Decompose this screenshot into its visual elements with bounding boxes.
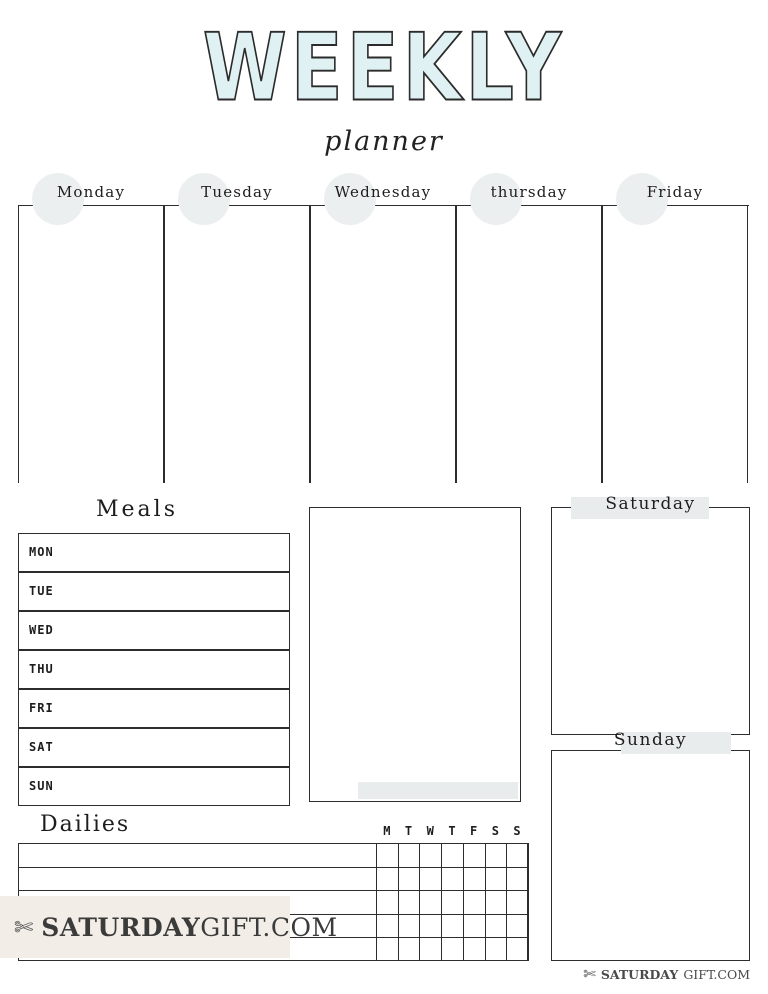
day-column-monday[interactable] (18, 205, 164, 483)
scissors-icon: ✄ (583, 965, 596, 983)
meal-row-label: SAT (29, 740, 54, 755)
meal-row-label: MON (29, 545, 54, 560)
grid-line (463, 843, 464, 961)
sunday-label: Sunday (613, 730, 688, 750)
day-label-thursday: thursday (490, 183, 568, 201)
brand-logo-bold: SATURDAY (41, 912, 201, 942)
meal-row[interactable] (18, 689, 290, 728)
grid-line (441, 843, 442, 961)
day-header: T (404, 824, 413, 838)
footer-credit (583, 967, 750, 982)
day-label-monday: Monday (56, 183, 126, 201)
day-header: M (383, 824, 391, 838)
page-title (0, 13, 768, 157)
day-column-friday[interactable] (602, 205, 748, 483)
day-column-wednesday[interactable] (310, 205, 456, 483)
notes-accent-bar (358, 782, 518, 799)
meal-row-label: SUN (29, 779, 54, 794)
day-column-thursday[interactable] (456, 205, 602, 483)
grid-line (419, 843, 420, 961)
meal-row[interactable] (18, 767, 290, 806)
day-column-tuesday[interactable] (164, 205, 310, 483)
grid-line (528, 843, 529, 961)
dailies-day-headers (376, 824, 528, 840)
meals-table (18, 533, 290, 806)
meals-heading: Meals (96, 497, 178, 522)
grid-line (376, 843, 377, 961)
brand-logo-text (41, 913, 337, 942)
title-main: WEEKLY (202, 13, 566, 122)
meal-row[interactable] (18, 572, 290, 611)
day-label-friday: Friday (646, 183, 704, 201)
meal-row[interactable] (18, 533, 290, 572)
day-header: F (470, 824, 478, 838)
day-label-wednesday: Wednesday (334, 183, 432, 201)
brand-logo-normal: GIFT.COM (200, 912, 338, 942)
grid-line (485, 843, 486, 961)
meal-row[interactable] (18, 650, 290, 689)
day-header: T (448, 824, 456, 838)
day-header: S (513, 824, 521, 838)
meal-row-label: FRI (29, 701, 54, 716)
saturday-label: Saturday (605, 494, 696, 514)
brand-banner (0, 896, 338, 958)
day-label-tuesday: Tuesday (201, 183, 273, 201)
meal-row[interactable] (18, 611, 290, 650)
meal-row-label: THU (29, 662, 54, 677)
saturday-box[interactable] (551, 507, 750, 735)
grid-line (398, 843, 399, 961)
day-header: S (491, 824, 499, 838)
title-subtitle: planner (324, 126, 444, 157)
scissors-icon: ✄ (14, 913, 34, 940)
meal-row-label: TUE (29, 584, 54, 599)
footer-credit-bold: SATURDAY (600, 967, 679, 982)
grid-line (506, 843, 507, 961)
dailies-check-grid[interactable] (376, 843, 528, 961)
sunday-box[interactable] (551, 750, 750, 961)
footer-credit-normal: GIFT.COM (683, 967, 750, 982)
notes-box[interactable] (309, 507, 521, 802)
meal-row[interactable] (18, 728, 290, 767)
dailies-heading: Dailies (40, 812, 131, 837)
weekday-grid (18, 183, 750, 483)
meal-row-label: WED (29, 623, 54, 638)
day-header: W (426, 824, 434, 838)
